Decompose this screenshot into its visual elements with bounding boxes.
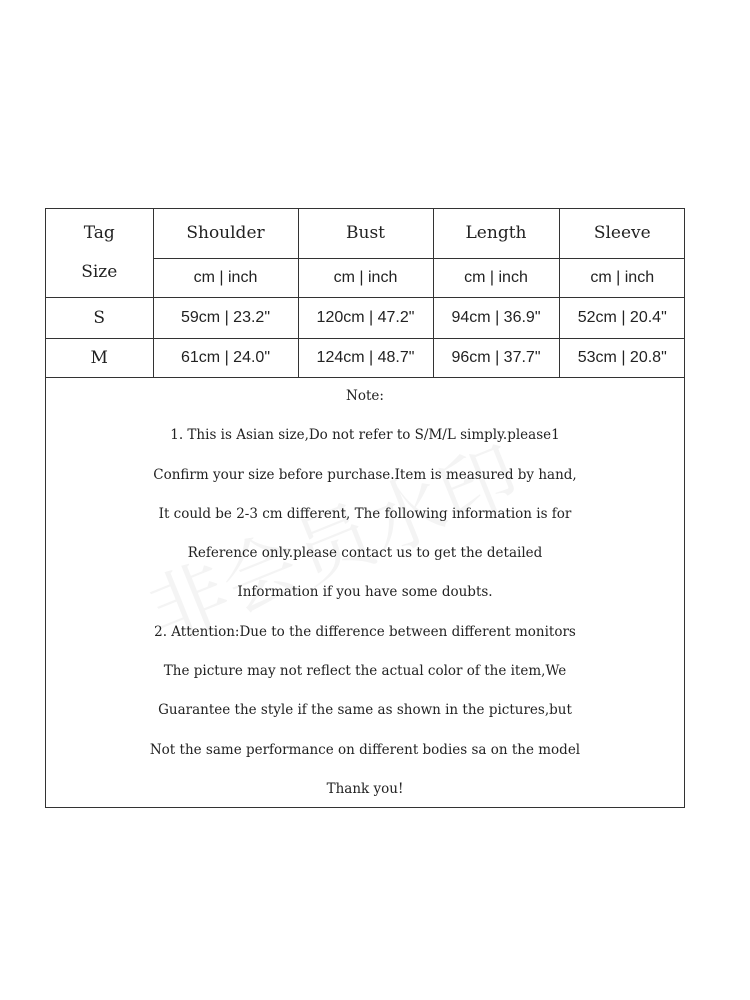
- note-line: The picture may not reflect the actual color of the item,We: [163, 663, 567, 680]
- length-cell: 94cm | 36.9": [433, 297, 559, 338]
- size-table: [46, 209, 685, 378]
- unit-label-sleeve: cm | inch: [559, 258, 685, 297]
- length-cell: 96cm | 37.7": [433, 338, 559, 377]
- unit-label-shoulder: cm | inch: [153, 258, 298, 297]
- note-line: Not the same performance on different bodies sa on the model: [149, 741, 581, 758]
- column-header-sleeve: Sleeve: [559, 209, 685, 258]
- note-heading: Note:: [346, 388, 384, 404]
- size-cell: M: [46, 338, 153, 377]
- sleeve-cell: 53cm | 20.8": [559, 338, 685, 377]
- tag-label: Tag: [83, 222, 115, 243]
- size-label: Size: [81, 261, 118, 282]
- sleeve-cell: 52cm | 20.4": [559, 297, 685, 338]
- note-line: 2. Attention:Due to the difference between different monitors: [154, 623, 576, 640]
- shoulder-cell: 61cm | 24.0": [153, 338, 298, 377]
- size-chart: [45, 208, 685, 808]
- column-header-length: Length: [433, 209, 559, 258]
- header-row: [46, 209, 685, 258]
- note-line: It could be 2-3 cm different, The following information is for: [158, 505, 572, 522]
- size-cell: S: [46, 297, 153, 338]
- column-header-bust: Bust: [298, 209, 433, 258]
- note-line: Information if you have some doubts.: [237, 584, 493, 601]
- unit-label-bust: cm | inch: [298, 258, 433, 297]
- table-row: [46, 338, 685, 377]
- note-line: Guarantee the style if the same as shown in the pictures,but: [158, 702, 572, 719]
- unit-label-length: cm | inch: [433, 258, 559, 297]
- note-line: Reference only.please contact us to get the detailed: [187, 545, 543, 562]
- thank-you-line: Thank you!: [326, 780, 404, 797]
- shoulder-cell: 59cm | 23.2": [153, 297, 298, 338]
- table-row: [46, 297, 685, 338]
- bust-cell: 120cm | 47.2": [298, 297, 433, 338]
- notes-section: [46, 377, 684, 809]
- bust-cell: 124cm | 48.7": [298, 338, 433, 377]
- note-line: Confirm your size before purchase.Item is measured by hand,: [153, 466, 577, 483]
- tag-size-header: [46, 209, 153, 297]
- note-line: 1. This is Asian size,Do not refer to S/M/L simply.please1: [170, 427, 560, 444]
- column-header-shoulder: Shoulder: [153, 209, 298, 258]
